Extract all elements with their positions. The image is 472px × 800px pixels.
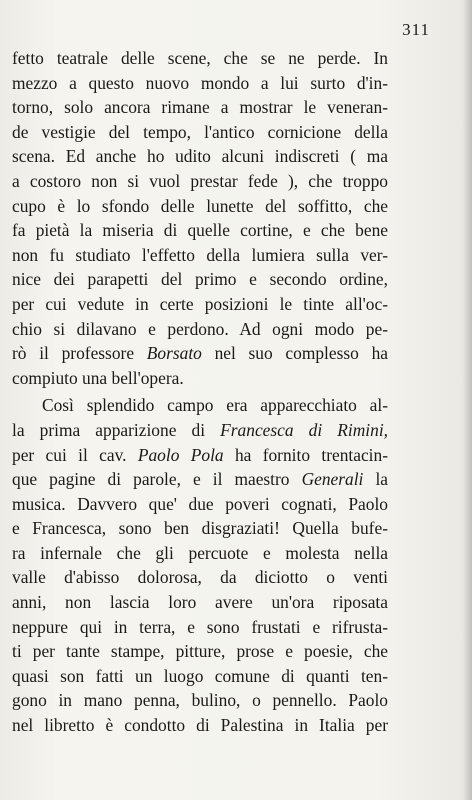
text-line: scena. Ed anche ho udito alcuni indiscreti ( ma: [12, 146, 388, 167]
text-line: quasi son fatti un luogo comune di quanti ten-: [12, 665, 388, 686]
page-edge-shadow: [462, 0, 472, 800]
text-line: compiuto una bell'opera.: [12, 367, 184, 388]
text-line: nel libretto è condotto di Palestina in Italia per: [12, 715, 388, 736]
text-line: non fu studiato l'effetto della lumiera sulla ver-: [12, 244, 388, 265]
italic-name-generali: Generali: [301, 469, 364, 490]
text-line: fetto teatrale delle scene, che se ne perde. In: [12, 48, 388, 68]
text-line: nice dei parapetti del primo e secondo ordine,: [12, 269, 388, 290]
italic-name-borsato: Borsato: [146, 343, 202, 364]
text-line-mixed: [12, 418, 388, 443]
text-segment: nel suo complesso ha: [201, 343, 388, 364]
text-line: mezzo a questo nuovo mondo a lui surto d'in-: [12, 72, 388, 93]
page-number: 311: [402, 20, 430, 39]
paragraph-start-line: Così splendido campo era apparecchiato al-: [42, 395, 388, 416]
text-segment: la: [363, 469, 388, 490]
text-line-mixed: [12, 443, 388, 468]
text-line: gono in mano penna, bulino, o pennello. Paolo: [12, 690, 388, 711]
text-segment: per cui il cav.: [12, 444, 138, 465]
italic-name-pola: Paolo Pola: [137, 444, 224, 465]
text-line: de vestigie del tempo, l'antico cornicione della: [12, 121, 388, 142]
text-line: neppure qui in terra, e sono frustati e rifrusta-: [12, 616, 388, 637]
text-line: ti per tante stampe, pitture, prose e poesie, che: [12, 641, 388, 662]
text-line-mixed: [12, 467, 388, 492]
text-line: chio si dilavano e perdono. Ad ogni modo pe-: [12, 318, 388, 339]
text-line: e Francesca, sono ben disgraziati! Quella bufe-: [12, 518, 388, 539]
text-line: per cui vedute in certe posizioni le tinte all'oc-: [12, 293, 388, 314]
text-line: fa pietà la miseria di quelle cortine, e che bene: [12, 220, 388, 241]
text-segment: ha fornito trentacin-: [223, 444, 389, 465]
body-text: [12, 46, 388, 738]
text-line: anni, non lascia loro avere un'ora riposata: [12, 592, 388, 613]
text-line: musica. Davvero que' due poveri cognati, Paolo: [12, 493, 388, 514]
text-line: a costoro non si vuol prestar fede ), che troppo: [12, 170, 388, 191]
text-segment: la prima apparizione di: [12, 419, 221, 440]
italic-title-francesca: Francesca di Rimini,: [220, 419, 388, 440]
text-line: cupo è lo sfondo delle lunette del soffitto, che: [12, 195, 388, 216]
text-segment: que pagine di parole, e il maestro: [12, 469, 302, 490]
text-line-mixed: [12, 341, 388, 366]
text-line: torno, solo ancora rimane a mostrar le veneran-: [12, 97, 388, 118]
text-segment: rò il professore: [12, 343, 147, 364]
text-line: valle d'abisso dolorosa, da diciotto o venti: [12, 567, 388, 588]
text-line: ra infernale che gli percuote e molesta nella: [12, 542, 388, 563]
